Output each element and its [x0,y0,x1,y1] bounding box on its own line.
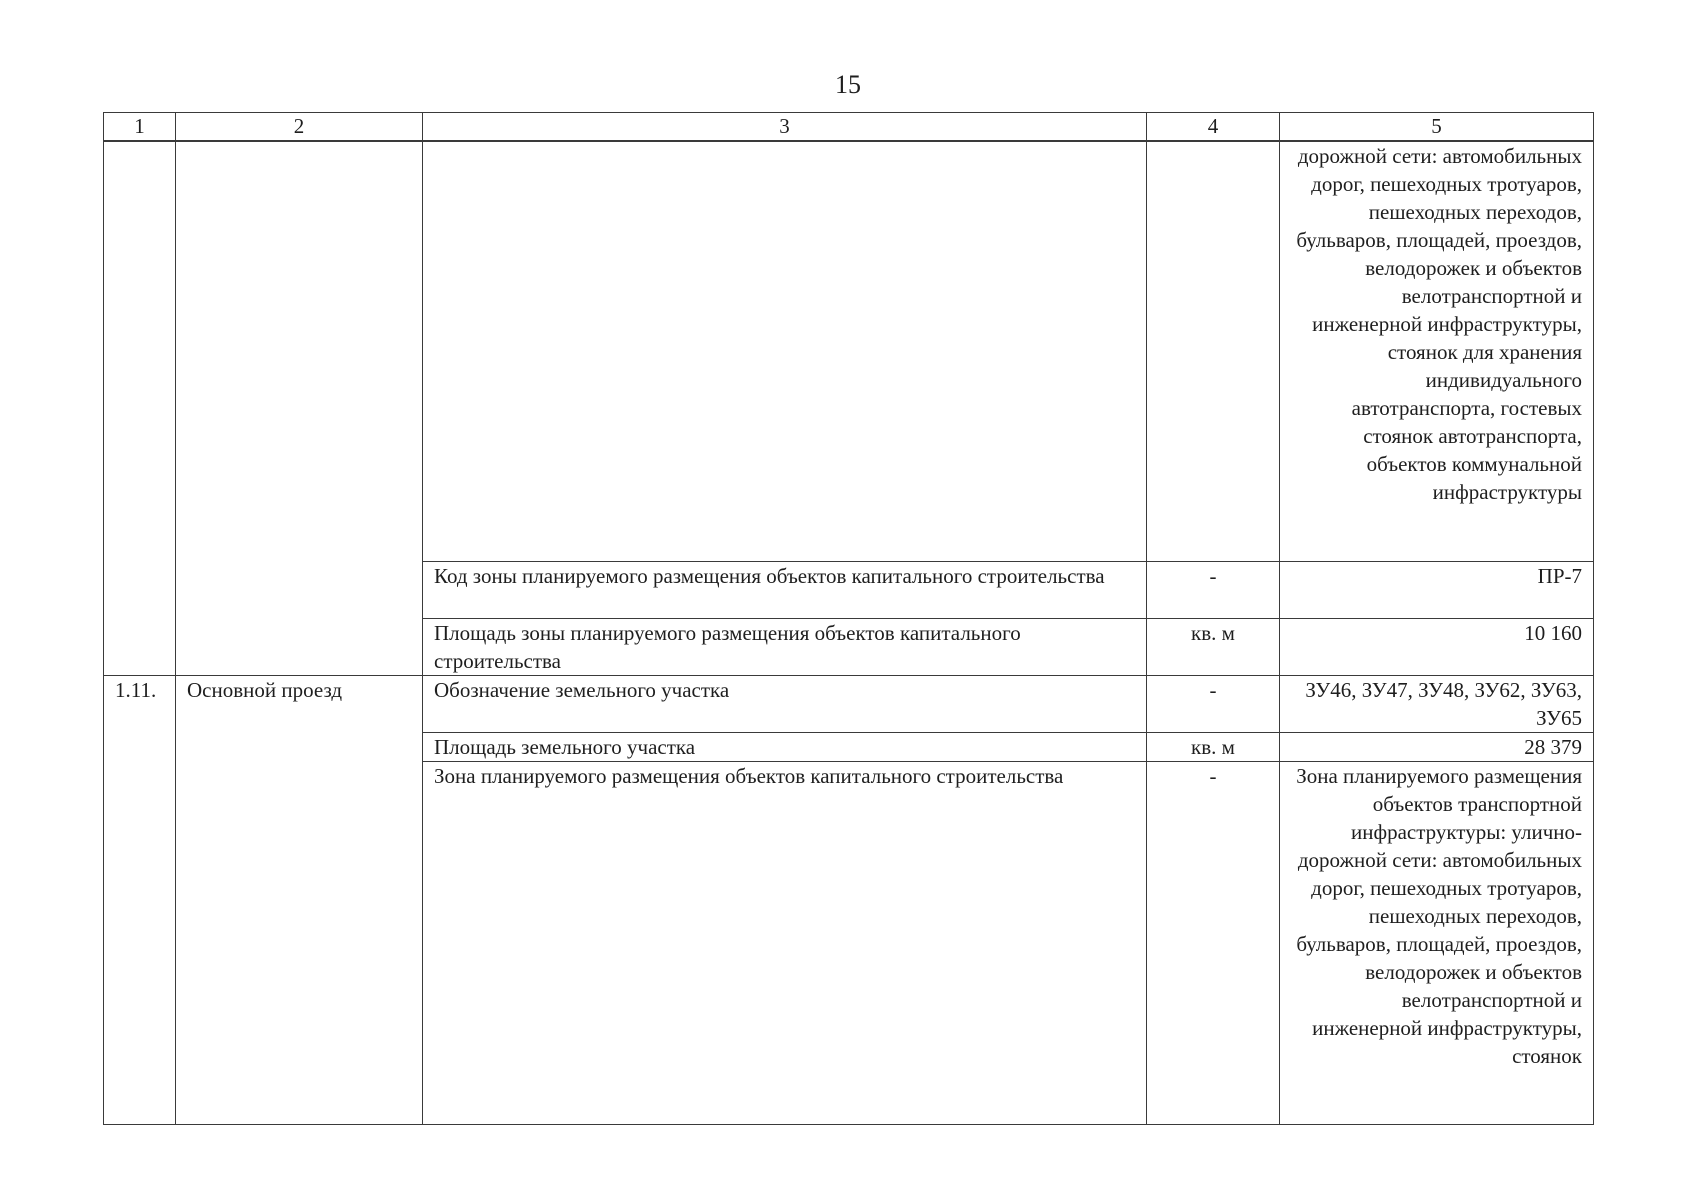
row-number-cell [104,141,176,675]
data-table [103,112,1594,1125]
value-cell: 28 379 [1280,732,1594,761]
unit-cell: кв. м [1147,732,1280,761]
value-cell: дорожной сети: автомобильных дорог, пешеходных тротуаров, пешеходных переходов, бульваров, площадей, проездов, велодорожек и объектов велотранспортной и инженерной инфраструктуры, стоянок для хранения индивидуального автотранспорта, гостевых стоянок автотранспорта, объектов коммунальной инфраструктуры [1280,141,1594,561]
value-cell: Зона планируемого размещения объектов транспортной инфраструктуры: улично-дорожной сети: автомобильных дорог, пешеходных тротуаров, пешеходных переходов, бульваров, площадей, проездов, велодорожек и объектов велотранспортной и инженерной инфраструктуры, стоянок [1296,763,1582,1068]
header-cell-2: 2 [176,113,423,142]
table-header-row [104,113,1594,142]
table-row [104,675,1594,732]
value-cell-container [1280,761,1594,1124]
table-row [104,141,1594,561]
unit-cell: - [1147,675,1280,732]
parameter-cell: Обозначение земельного участка [423,675,1147,732]
parameter-cell [423,141,1147,561]
page-number: 15 [835,70,861,99]
unit-cell: - [1147,561,1280,618]
header-cell-4: 4 [1147,113,1280,142]
unit-cell: кв. м [1147,618,1280,675]
parameter-cell: Площадь земельного участка [423,732,1147,761]
parameter-cell: Код зоны планируемого размещения объектов капитального строительства [423,561,1147,618]
header-cell-5: 5 [1280,113,1594,142]
header-cell-3: 3 [423,113,1147,142]
object-name-cell: Основной проезд [176,675,423,1124]
object-name-cell [176,141,423,675]
parameter-cell: Площадь зоны планируемого размещения объектов капитального строительства [423,618,1147,675]
unit-cell: - [1147,761,1280,1124]
row-number-cell: 1.11. [104,675,176,1124]
parameter-cell: Зона планируемого размещения объектов капитального строительства [423,761,1147,1124]
value-cell: 10 160 [1280,618,1594,675]
header-cell-1: 1 [104,113,176,142]
value-cell: ЗУ46, ЗУ47, ЗУ48, ЗУ62, ЗУ63, ЗУ65 [1280,675,1594,732]
unit-cell [1147,141,1280,561]
value-cell: ПР-7 [1280,561,1594,618]
